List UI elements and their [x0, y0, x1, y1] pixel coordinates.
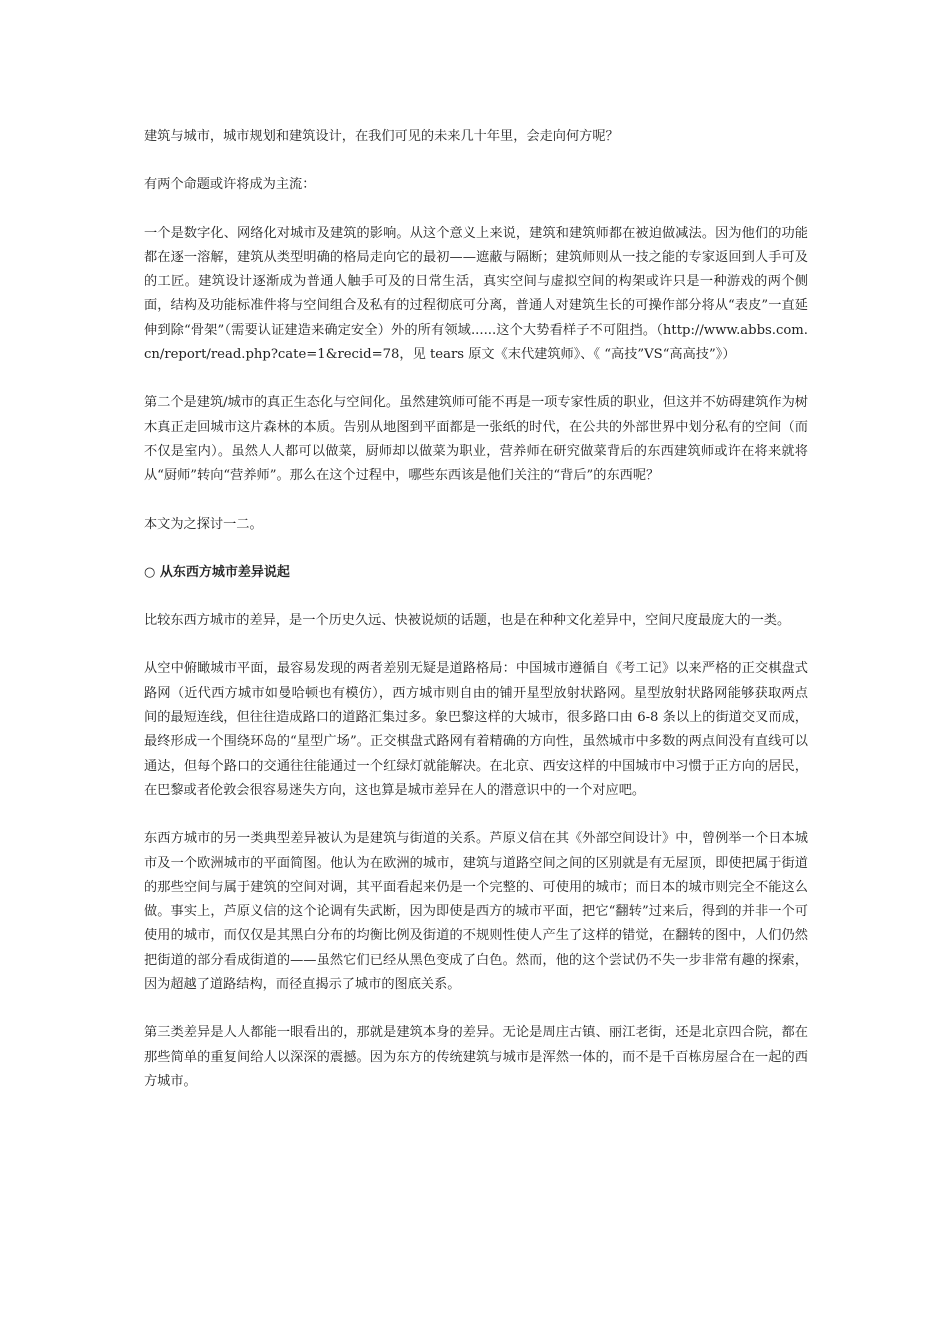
- architecture-difference: 第三类差异是人人都能一眼看出的，那就是建筑本身的差异。无论是周庄古镇、丽江老街，还是北京四合院，都在那些简单的重复间给人以深深的震撼。因为东方的传统建筑与城市是浑然一体的，而不是千百栋房屋合在一起的西方城市。: [144, 1025, 808, 1089]
- two-propositions-intro: 有两个命题或许将成为主流：: [144, 177, 316, 193]
- section-heading: ○ 从东西方城市差异说起: [144, 564, 290, 580]
- proposition-one: 一个是数字化、网络化对城市及建筑的影响。从这个意义上来说，建筑和建筑师都在被迫做减法。因为他们的功能都在逐一溶解，建筑从类型明确的格局走向它的最初——遮蔽与隔断；建筑师则从一技之能的专家返回到人手可及的工匠。建筑设计逐渐成为普通人触手可及的日常生活，真实空间与虚拟空间的构架或许只是一种游戏的两个侧面，结构及功能标准件将与空间组合及私有的过程彻底可分离，普通人对建筑生长的可操作部分将从“表皮”一直延伸到除“骨架”（需要认证建造来确定安全）外的所有领域......这个大势看样子不可阻挡。（http://www.abbs.com.cn/report/read.php?cate=1&recid=78，见 tears 原文《末代建筑师》、《 “高技”VS“高高技”》）: [144, 225, 808, 363]
- proposition-two: 第二个是建筑/城市的真正生态化与空间化。虽然建筑师可能不再是一项专家性质的职业，但这并不妨碍建筑作为树木真正走回城市这片森林的本质。告别从地图到平面都是一张纸的时代，在公共的外部世界中划分私有的空间（而不仅是室内）。虽然人人都可以做菜，厨师却以做菜为职业，营养师在研究做菜背后的东西建筑师或许在将来就将从“厨师”转向“营养师”。那么在这个过程中，哪些东西该是他们关注的“背后”的东西呢？: [144, 395, 808, 484]
- article-purpose: 本文为之探讨一二。: [144, 516, 263, 532]
- building-street-difference: 东西方城市的另一类典型差异被认为是建筑与街道的关系。芦原义信在其《外部空间设计》中，曾例举一个日本城市及一个欧洲城市的平面简图。他认为在欧洲的城市，建筑与道路空间之间的区别就是有无屋顶，即使把属于街道的那些空间与属于建筑的空间对调，其平面看起来仍是一个完整的、可使用的城市；而日本的城市则完全不能这么做。事实上，芦原义信的这个论调有失武断，因为即使是西方的城市平面，把它“翻转”过来后，得到的并非一个可使用的城市，而仅仅是其黑白分布的均衡比例及街道的不规则性使人产生了这样的错觉，在翻转的图中，人们仍然把街道的部分看成街道的——虽然它们已经从黑色变成了白色。然而，他的这个尝试仍不失一步非常有趣的探索，因为超越了道路结构，而径直揭示了城市的图底关系。: [144, 831, 808, 993]
- intro-question: 建筑与城市，城市规划和建筑设计，在我们可见的未来几十年里，会走向何方呢？: [144, 129, 619, 144]
- document-body: [144, 125, 808, 1118]
- east-west-intro: 比较东西方城市的差异，是一个历史久远、快被说烦的话题，也是在种种文化差异中，空间尺度最庞大的一类。: [144, 613, 791, 629]
- road-network-difference: 从空中俯瞰城市平面，最容易发现的两者差别无疑是道路格局：中国城市遵循自《考工记》以来严格的正交棋盘式路网（近代西方城市如曼哈顿也有模仿），西方城市则自由的铺开星型放射状路网。星型放射状路网能够获取两点间的最短连线，但往往造成路口的道路汇集过多。象巴黎这样的大城市，很多路口由 6-8 条以上的街道交叉而成，最终形成一个围绕环岛的“星型广场”。正交棋盘式路网有着精确的方向性，虽然城市中多数的两点间没有直线可以通达，但每个路口的交通往往能通过一个红绿灯就能解决。在北京、西安这样的中国城市中习惯于正方向的居民，在巴黎或者伦敦会很容易迷失方向，这也算是城市差异在人的潜意识中的一个对应吧。: [144, 661, 808, 798]
